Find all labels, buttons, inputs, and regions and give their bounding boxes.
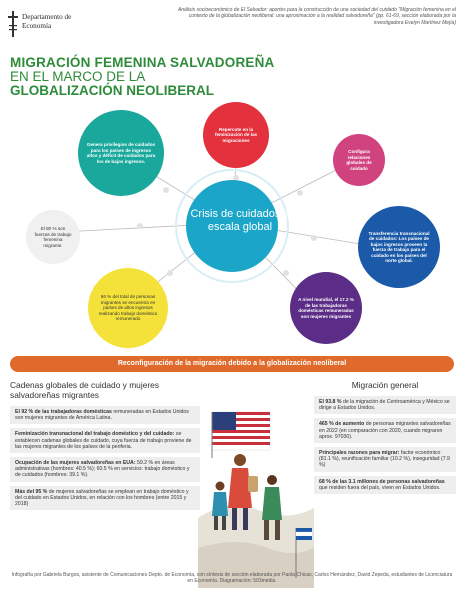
card-bold: 465 % de aumento (319, 421, 365, 428)
card-text: de la migración de Centroamérica y México se dirige a Estados Unidos. (319, 399, 450, 412)
logo-line2: Economía (22, 22, 52, 30)
title-line1: MIGRACIÓN FEMENINA SALVADOREÑA (10, 55, 275, 70)
bubble-workforce: El 80 % son fuerzas de trabajo femenina migrante. (26, 210, 80, 264)
card-text: remuneradas en Estados Unidos son mujeres migrantes de América Latina. (15, 409, 189, 422)
center-label: Crisis de cuidados a escala global (190, 208, 290, 233)
card-text: factor económico (81.1 %), reunificación familiar (10.2 %), inseguridad (7.9 %) (319, 450, 450, 469)
footer-credits: Infografía por Gabriela Burgos, asistente de Comunicaciones Depto. de Economía, con síntesis de sección elaborada por Paola Chicas, Carlos Hernández, David Zepeda, estudiantes de Licenciatura en Economía. Diagramación: 503media. (11, 572, 453, 585)
card-text: de personas migrantes salvadoreñas en 2022 (en comparación con 2020, cuando migraron aprox. 97030). (319, 421, 451, 440)
us-flag-icon (212, 412, 270, 458)
logo-line1: Departamento de (22, 13, 72, 21)
migration-illustration (198, 398, 314, 588)
card-bold: El 92 % de las trabajadoras domésticas (15, 409, 112, 415)
source-citation: Análisis socioeconómico de El Salvador: aportes para la construcción de una sociedad del cuidado "Migración femenina en el contexto de la globalización neoliberal: una aproximación a la realidad salvadoreña" (pp. 61-69, sección elaborada por la investigadora Evelyn Martínez Mejía) (177, 7, 456, 26)
right-column (314, 380, 456, 498)
bubble-domestic-workers: A nivel mundial, el 17.2 % de las trabajadoras domésticas remuneradas son mujeres migrantes (290, 272, 362, 344)
left-card (10, 428, 200, 453)
left-card (10, 486, 200, 511)
card-bold: El 93.8 % (319, 399, 342, 405)
cross-logo-icon (8, 11, 18, 37)
left-column (10, 380, 200, 514)
bubble-relations: Configura relaciones globales de cuidado (333, 134, 385, 186)
right-card (314, 396, 456, 414)
card-text: se establecen cadenas globales de cuidado, cuya fuerza de trabajo proviene de las mujeres migrantes de los países de la periferia. (15, 431, 192, 450)
title-line3: GLOBALIZACIÓN NEOLIBERAL (10, 83, 214, 98)
card-bold: Más del 95 % (15, 488, 48, 495)
left-column-title: Cadenas globales de cuidado y mujeres salvadoreñas migrantes (10, 380, 159, 400)
left-card (10, 457, 200, 482)
right-card (314, 418, 456, 443)
bubble-feminization: Repercute en la feminización de las migraciones (203, 102, 269, 168)
section-banner: Reconfiguración de la migración debido a la globalización neoliberal (10, 356, 454, 372)
card-bold: Ocupación de las mujeres salvadoreñas en EUA: (15, 460, 136, 467)
bubble-privileges: Genera privilegios de cuidados para los países de ingresos altos y déficit de cuidados para los de bajos ingresos. (78, 110, 164, 196)
card-text: que residen fuera del país, viven en Estados Unidos. (319, 484, 441, 491)
logo-text (22, 13, 71, 31)
right-card (314, 447, 456, 472)
card-text: de mujeres salvadoreñas se emplean en trabajo doméstico y del cuidado en Estados Unidos, en relación con los hombres (entre 2015 y 2018) (15, 488, 189, 508)
bubble-high-income: 66 % del total de personas migrantes se encuentra en países de altos ingresos realizando trabajo doméstico remunerado (88, 268, 168, 348)
right-card (314, 476, 456, 494)
title-line2: EN EL MARCO DE LA (10, 69, 146, 84)
card-bold: 68 % de las 3.1 millones de personas salvadoreñas (319, 478, 445, 485)
department-logo (8, 10, 78, 40)
card-bold: Principales razones para migrar: (319, 450, 400, 457)
page-title (10, 56, 340, 98)
header (0, 0, 464, 52)
right-column-title: Migración general (351, 380, 419, 390)
card-text: 59.2 % en áreas administrativas (hombres: 40.5 %); 60.5 % en servicios: trabajo doméstico y de cuidados (hombres: 39.1 %). (15, 460, 190, 479)
bubble-transfer: Transferencia transnacional de cuidados: Los países de bajos ingresos proveen la fuerza de trabajo para el cuidado en los países del norte global. (358, 206, 440, 288)
left-card (10, 406, 200, 424)
card-bold: Feminización transnacional del trabajo doméstico y del cuidado: (15, 431, 175, 438)
